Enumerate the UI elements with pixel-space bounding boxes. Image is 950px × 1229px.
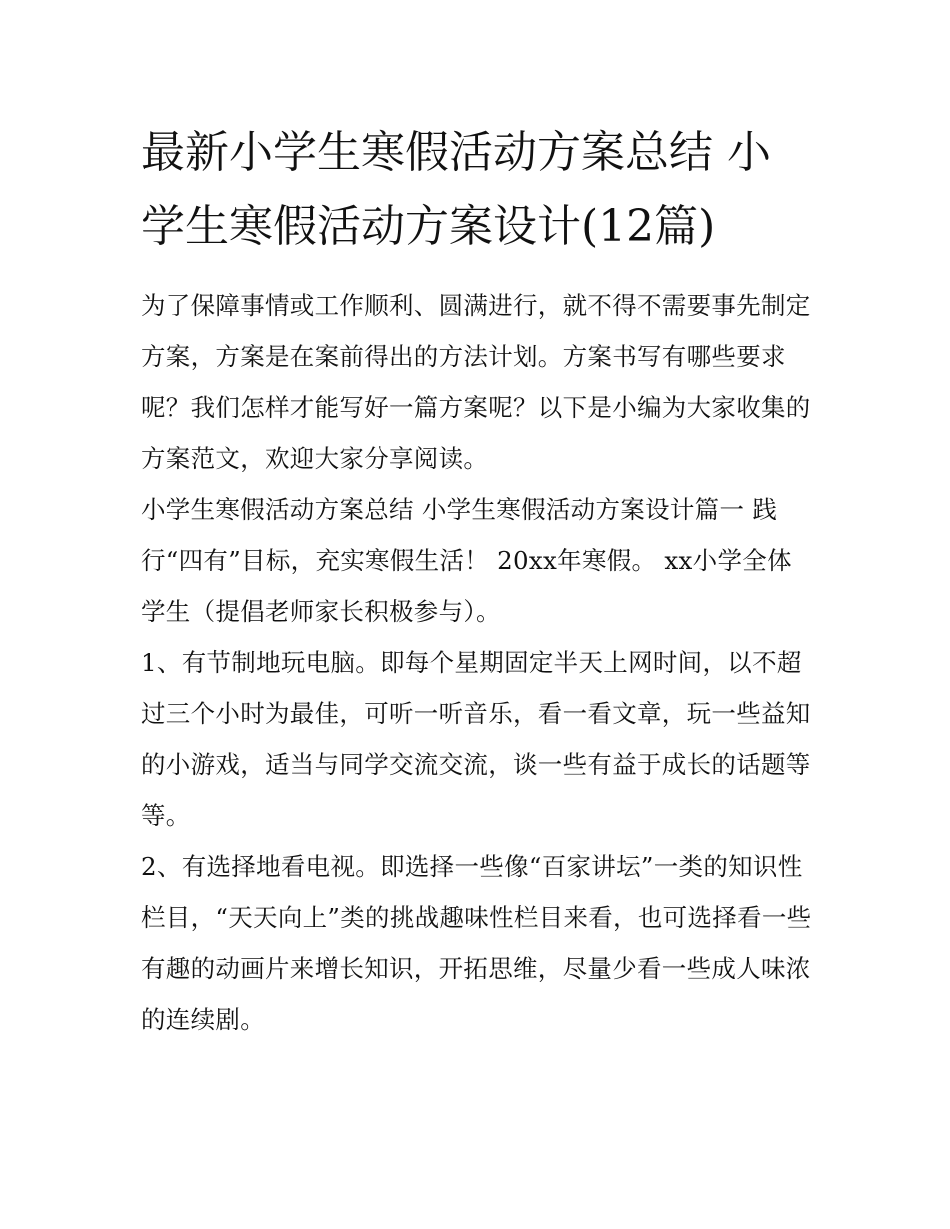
- document-body: [141, 116, 813, 1045]
- paragraph-intro: 为了保障事情或工作顺利、圆满进行，就不得不需要事先制定方案，方案是在案前得出的方法计划。方案书写有哪些要求呢？我们怎样才能写好一篇方案呢？以下是小编为大家收集的方案范文，欢迎大家分享阅读。: [141, 291, 811, 473]
- paragraph-item-1: 1、有节制地玩电脑。即每个星期固定半天上网时间，以不超过三个小时为最佳，可听一听音乐，看一看文章，玩一些益知的小游戏，适当与同学交流交流，谈一些有益于成长的话题等等。: [141, 648, 811, 830]
- paragraph-item-2: 2、有选择地看电视。即选择一些像“百家讲坛”一类的知识性栏目，“天天向上”类的挑战趣味性栏目来看，也可选择看一些有趣的动画片来增长知识，开拓思维，尽量少看一些成人味浓的连续剧。: [141, 852, 812, 1034]
- paragraph-article-one: 小学生寒假活动方案总结 小学生寒假活动方案设计篇一 践行“四有”目标，充实寒假生活！ 20xx年寒假。 xx小学全体学生（提倡老师家长积极参与）。: [141, 495, 792, 626]
- document-title: 最新小学生寒假活动方案总结 小学生寒假活动方案设计(12篇): [141, 127, 771, 252]
